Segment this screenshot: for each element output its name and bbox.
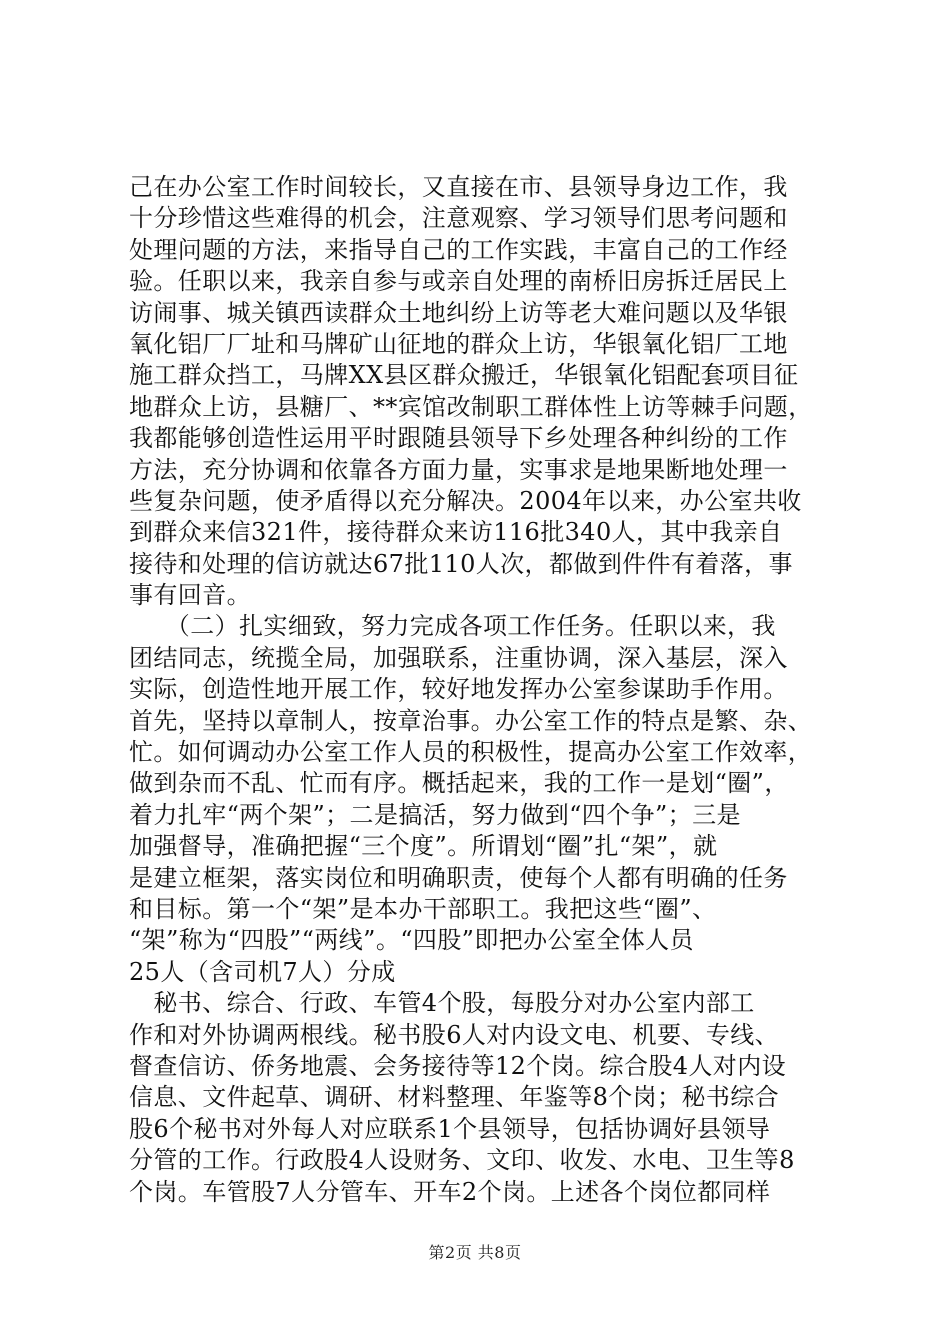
text-line: 信息、文件起草、调研、材料整理、年鉴等8个岗；秘书综合 bbox=[129, 1083, 780, 1112]
text-line: 接待和处理的信访就达67批110人次，都做到件件有着落，事 bbox=[129, 549, 793, 578]
text-line: 验。任职以来，我亲自参与或亲自处理的南桥旧房拆迁居民上 bbox=[129, 267, 788, 296]
text-line: 和目标。第一个“架”是本办干部职工。我把这些“圈”、 bbox=[129, 894, 717, 923]
text-line: 访闹事、城关镇西读群众土地纠纷上访等老大难问题以及华银 bbox=[129, 298, 788, 327]
text-line: （二）扎实细致，努力完成各项工作任务。任职以来，我 bbox=[129, 612, 776, 641]
text-line: 些复杂问题，使矛盾得以充分解决。2004年以来，办公室共收 bbox=[129, 486, 802, 515]
page-footer: 第2页 共8页 bbox=[428, 1243, 522, 1262]
text-line: 股6个秘书对外每人对应联系1个县领导，包括协调好县领导 bbox=[129, 1114, 771, 1143]
text-line: 做到杂而不乱、忙而有序。概括起来，我的工作一是划“圈”， bbox=[129, 769, 789, 798]
text-line: 事有回音。 bbox=[129, 581, 251, 610]
text-line: 分管的工作。行政股4人设财务、文印、收发、水电、卫生等8 bbox=[129, 1146, 795, 1175]
text-line: 作和对外协调两根线。秘书股6人对内设文电、机要、专线、 bbox=[129, 1020, 780, 1049]
text-line: 加强督导，准确把握“三个度”。所谓划“圈”扎“架”，就 bbox=[129, 832, 718, 861]
text-line: 是建立框架，落实岗位和明确职责，使每个人都有明确的任务 bbox=[129, 863, 788, 892]
text-line: 督查信访、侨务地震、会务接待等12个岗。综合股4人对内设 bbox=[129, 1051, 787, 1080]
text-line: 施工群众挡工，马牌XX县区群众搬迁，华银氧化铝配套项目征 bbox=[129, 361, 799, 390]
text-line: 十分珍惜这些难得的机会，注意观察、学习领导们思考问题和 bbox=[129, 204, 788, 233]
text-line: 方法，充分协调和依靠各方面力量，实事求是地果断地处理一 bbox=[129, 455, 788, 484]
text-line: 到群众来信321件，接待群众来访116批340人，其中我亲自 bbox=[129, 518, 783, 547]
text-line: 团结同志，统揽全局，加强联系，注重协调，深入基层，深入 bbox=[129, 643, 788, 672]
text-line: 地群众上访，县糖厂、**宾馆改制职工群体性上访等棘手问题， bbox=[129, 392, 813, 421]
text-line: 己在办公室工作时间较长，又直接在市、县领导身边工作，我 bbox=[129, 173, 788, 201]
text-line: 首先，坚持以章制人，按章治事。办公室工作的特点是繁、杂、 bbox=[129, 706, 813, 735]
body-text bbox=[129, 172, 829, 1208]
text-line: 处理问题的方法，来指导自己的工作实践，丰富自己的工作经 bbox=[129, 235, 788, 264]
text-line: 忙。如何调动办公室工作人员的积极性，提高办公室工作效率， bbox=[129, 738, 813, 767]
text-line: 着力扎牢“两个架”；二是搞活，努力做到“四个争”；三是 bbox=[129, 800, 741, 829]
text-line: 我都能够创造性运用平时跟随县领导下乡处理各种纠纷的工作 bbox=[129, 424, 788, 453]
text-line: 25人（含司机7人）分成 bbox=[129, 957, 396, 986]
text-line: “架”称为“四股”“两线”。“四股”即把办公室全体人员 bbox=[129, 926, 694, 955]
text-line: 氧化铝厂厂址和马牌矿山征地的群众上访，华银氧化铝厂工地 bbox=[129, 329, 788, 358]
text-line: 个岗。车管股7人分管车、开车2个岗。上述各个岗位都同样 bbox=[129, 1177, 771, 1206]
text-line: 实际，创造性地开展工作，较好地发挥办公室参谋助手作用。 bbox=[129, 675, 788, 704]
text-line: 秘书、综合、行政、车管4个股，每股分对办公室内部工 bbox=[129, 989, 755, 1018]
